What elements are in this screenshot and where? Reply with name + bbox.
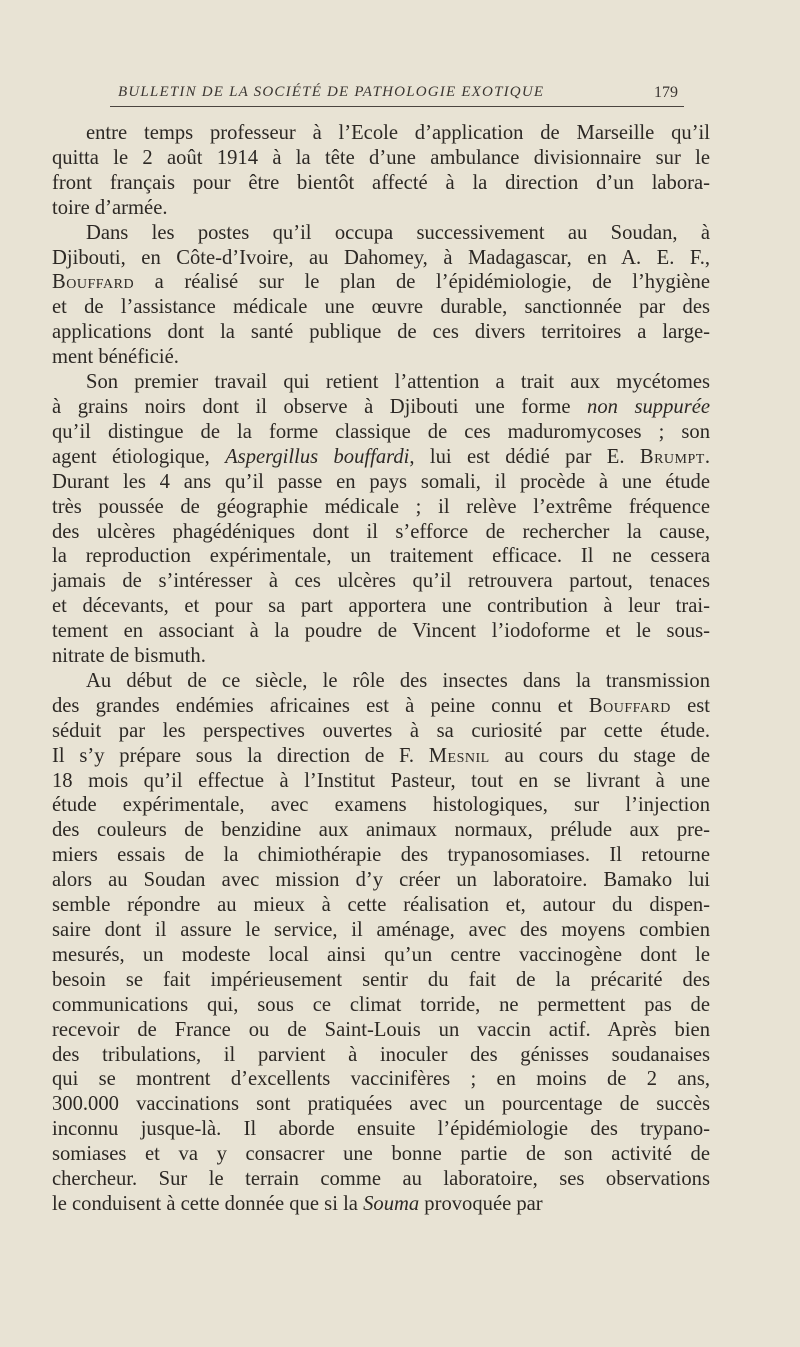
- text-run: étude expérimentale, avec examens histologiques, sur l’injection: [52, 794, 710, 817]
- text-line: [52, 744, 710, 769]
- text-run: somiases et va y consacrer une bonne partie de son activité de: [52, 1143, 710, 1166]
- text-line: [52, 943, 710, 968]
- text-line: [52, 320, 710, 345]
- text-line: [52, 1018, 710, 1043]
- text-run: recevoir de France ou de Saint-Louis un vaccin actif. Après bien: [52, 1018, 710, 1041]
- text-line: [52, 569, 710, 594]
- text-line: [52, 470, 710, 495]
- text-run: qui se montrent d’excellents vaccinifères ; en moins de 2 ans,: [52, 1068, 710, 1091]
- text-run: nitrate de bismuth.: [52, 645, 206, 668]
- text-line: [52, 196, 710, 221]
- text-run: mesurés, un modeste local ainsi qu’un centre vaccinogène dont le: [52, 943, 710, 966]
- text-line: [52, 370, 710, 395]
- text-line: [52, 445, 710, 470]
- text-run: Son premier travail qui retient l’attention a trait aux mycétomes: [86, 371, 710, 394]
- text-run: des tribulations, il parvient à inoculer des génisses soudanaises: [52, 1043, 710, 1066]
- text-run: provoquée par: [419, 1192, 543, 1215]
- text-line: [52, 694, 710, 719]
- text-line: [52, 1167, 710, 1192]
- text-run: Au début de ce siècle, le rôle des insectes dans la transmission: [86, 669, 710, 692]
- text-run: .: [704, 445, 710, 468]
- text-run: la reproduction expérimentale, un traitement efficace. Il ne cessera: [52, 545, 710, 568]
- text-run: alors au Soudan avec mission d’y créer un laboratoire. Bamako lui: [52, 869, 710, 892]
- text-run: des grandes endémies africaines est à peine connu et: [52, 694, 589, 717]
- author-name: Mesnil: [428, 744, 490, 767]
- text-line: [52, 893, 710, 918]
- text-line: [52, 345, 710, 370]
- text-run: Djibouti, en Côte-d’Ivoire, au Dahomey, à Madagascar, en A. E. F.,: [52, 246, 710, 269]
- text-run: et de l’assistance médicale une œuvre durable, sanctionnée par des: [52, 296, 710, 319]
- text-line: [52, 395, 710, 420]
- text-line: [52, 868, 710, 893]
- text-line: [52, 295, 710, 320]
- text-line: [52, 246, 710, 271]
- text-run: quitta le 2 août 1914 à la tête d’une ambulance divisionnaire sur le: [52, 146, 710, 169]
- author-name: Bouffard: [588, 694, 671, 717]
- paragraph: [52, 221, 710, 370]
- text-run: front français pour être bientôt affecté à la direction d’un labora-: [52, 171, 710, 194]
- text-line: [52, 1092, 710, 1117]
- text-line: [52, 121, 710, 146]
- italic-term: Souma: [363, 1192, 420, 1215]
- text-line: [52, 918, 710, 943]
- text-line: [52, 420, 710, 445]
- text-run: très poussée de géographie médicale ; il relève l’extrême fréquence: [52, 495, 710, 518]
- text-line: [52, 793, 710, 818]
- text-run: Durant les 4 ans qu’il passe en pays somali, il procède à une étude: [52, 470, 710, 493]
- text-line: [52, 818, 710, 843]
- text-run: à grains noirs dont il observe à Djibouti une forme: [52, 395, 588, 418]
- journal-title: BULLETIN DE LA SOCIÉTÉ DE PATHOLOGIE EXOTIQUE: [118, 84, 545, 100]
- text-line: [52, 495, 710, 520]
- text-line: [52, 769, 710, 794]
- text-run: saire dont il assure le service, il aménage, avec des moyens combien: [52, 919, 710, 941]
- text-run: besoin se fait impérieusement sentir du fait de la précarité des: [52, 968, 710, 991]
- text-line: [52, 520, 710, 545]
- running-header: [110, 84, 684, 107]
- paragraph: [52, 121, 710, 221]
- text-line: [52, 594, 710, 619]
- text-run: , lui est dédié par E.: [409, 445, 640, 468]
- text-run: chercheur. Sur le terrain comme au laboratoire, ses observations: [52, 1168, 710, 1191]
- text-run: applications dont la santé publique de ces divers territoires a large-: [52, 321, 710, 344]
- text-run: est: [670, 694, 710, 717]
- author-name: Brumpt: [639, 445, 705, 468]
- text-line: [52, 993, 710, 1018]
- text-line: [52, 968, 710, 993]
- page-number: 179: [654, 84, 678, 101]
- text-run: ment bénéficié.: [52, 346, 179, 369]
- text-line: [52, 719, 710, 744]
- text-line: [52, 669, 710, 694]
- text-run: inconnu jusque-là. Il aborde ensuite l’épidémiologie des trypano-: [52, 1118, 710, 1141]
- text-line: [52, 1117, 710, 1142]
- text-run: des ulcères phagédéniques dont il s’efforce de rechercher la cause,: [52, 520, 710, 543]
- text-line: [52, 1142, 710, 1167]
- article-body: [52, 121, 710, 1217]
- text-line: [52, 171, 710, 196]
- text-run: des couleurs de benzidine aux animaux normaux, prélude aux pre-: [52, 819, 710, 842]
- text-run: tement en associant à la poudre de Vincent l’iodoforme et le sous-: [52, 620, 710, 643]
- italic-term: non suppurée: [587, 395, 710, 418]
- text-run: le conduisent à cette donnée que si la: [52, 1192, 364, 1215]
- author-name: Bouffard: [52, 271, 135, 294]
- text-run: Dans les postes qu’il occupa successivement au Soudan, à: [86, 221, 710, 244]
- text-run: 300.000 vaccinations sont pratiquées avec un pourcentage de succès: [52, 1093, 710, 1116]
- text-line: [52, 270, 710, 295]
- text-run: au cours du stage de: [489, 744, 710, 767]
- text-run: jamais de s’intéresser à ces ulcères qu’il retrouvera partout, tenaces: [52, 570, 710, 593]
- text-line: [52, 644, 710, 669]
- text-line: [52, 1192, 710, 1217]
- text-line: [52, 843, 710, 868]
- text-line: [52, 146, 710, 171]
- text-line: [52, 221, 710, 246]
- text-run: séduit par les perspectives ouvertes à sa curiosité par cette étude.: [52, 719, 710, 742]
- text-line: [52, 619, 710, 644]
- italic-term: Aspergillus bouffardi: [225, 445, 410, 468]
- text-run: semble répondre au mieux à cette réalisation et, autour du dispen-: [52, 894, 710, 917]
- text-run: communications qui, sous ce climat torride, ne permettent pas de: [52, 993, 710, 1016]
- text-run: et décevants, et pour sa part apportera une contribution à leur trai-: [52, 595, 710, 618]
- text-run: 18 mois qu’il effectue à l’Institut Pasteur, tout en se livrant à une: [52, 769, 710, 792]
- text-line: [52, 544, 710, 569]
- text-run: Il s’y prépare sous la direction de F.: [52, 744, 429, 767]
- text-run: miers essais de la chimiothérapie des trypanosomiases. Il retourne: [52, 844, 710, 867]
- text-line: [52, 1067, 710, 1092]
- paragraph: [52, 669, 710, 1217]
- paragraph: [52, 370, 710, 669]
- text-line: [52, 1043, 710, 1068]
- text-run: toire d’armée.: [52, 196, 168, 219]
- text-run: entre temps professeur à l’Ecole d’application de Marseille qu’il: [86, 122, 710, 144]
- text-run: agent étiologique,: [52, 445, 226, 468]
- text-run: qu’il distingue de la forme classique de ces maduromycoses ; son: [52, 420, 710, 443]
- text-run: a réalisé sur le plan de l’épidémiologie, de l’hygiène: [134, 271, 710, 294]
